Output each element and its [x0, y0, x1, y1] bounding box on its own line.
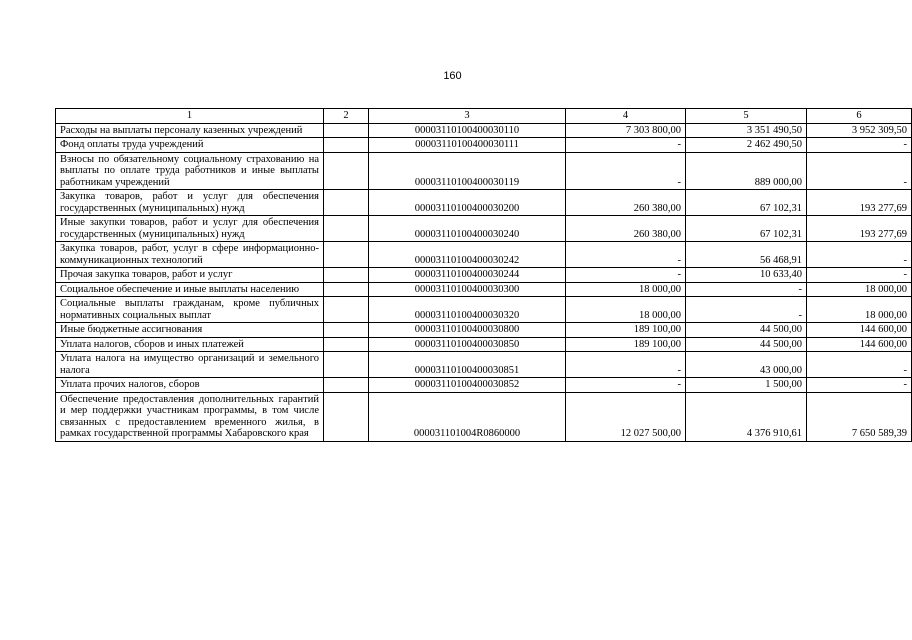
row-value-col4-cell: - [566, 152, 686, 190]
row-code-cell: 00003110100400030300 [369, 282, 566, 297]
row-column-2-cell [324, 378, 369, 393]
table-header-row [56, 109, 912, 124]
row-column-2-cell [324, 190, 369, 216]
row-value-col4-cell: 189 100,00 [566, 323, 686, 338]
row-name-cell: Расходы на выплаты персоналу казенных учреждений [56, 123, 324, 138]
row-value-col5-cell: 1 500,00 [686, 378, 807, 393]
table-row [56, 123, 912, 138]
table-row [56, 242, 912, 268]
row-name-cell: Социальные выплаты гражданам, кроме публичных нормативных социальных выплат [56, 297, 324, 323]
row-name-cell: Уплата налогов, сборов и иных платежей [56, 337, 324, 352]
row-column-2-cell [324, 282, 369, 297]
row-value-col5-cell: 2 462 490,50 [686, 138, 807, 153]
row-code-cell: 00003110100400030851 [369, 352, 566, 378]
row-column-2-cell [324, 297, 369, 323]
row-column-2-cell [324, 123, 369, 138]
row-value-col6-cell: 193 277,69 [807, 190, 912, 216]
table-row [56, 297, 912, 323]
row-value-col6-cell: - [807, 352, 912, 378]
row-value-col5-cell: 56 468,91 [686, 242, 807, 268]
row-value-col6-cell: - [807, 152, 912, 190]
table-row [56, 392, 912, 441]
column-header: 6 [807, 109, 912, 124]
row-value-col5-cell: 43 000,00 [686, 352, 807, 378]
column-header: 3 [369, 109, 566, 124]
row-value-col5-cell: 4 376 910,61 [686, 392, 807, 441]
page-number: 160 [443, 70, 462, 82]
row-column-2-cell [324, 268, 369, 283]
row-value-col6-cell: 144 600,00 [807, 323, 912, 338]
row-value-col4-cell: - [566, 242, 686, 268]
row-value-col5-cell: 44 500,00 [686, 337, 807, 352]
row-name-cell: Уплата налога на имущество организаций и земельного налога [56, 352, 324, 378]
row-column-2-cell [324, 392, 369, 441]
row-value-col5-cell: 44 500,00 [686, 323, 807, 338]
row-value-col4-cell: 18 000,00 [566, 282, 686, 297]
row-value-col5-cell: - [686, 297, 807, 323]
row-value-col6-cell: - [807, 268, 912, 283]
row-column-2-cell [324, 337, 369, 352]
table-row [56, 352, 912, 378]
budget-table [55, 108, 912, 442]
table-row [56, 268, 912, 283]
row-code-cell: 00003110100400030240 [369, 216, 566, 242]
column-header: 4 [566, 109, 686, 124]
column-header: 1 [56, 109, 324, 124]
row-code-cell: 00003110100400030800 [369, 323, 566, 338]
column-header: 5 [686, 109, 807, 124]
row-value-col6-cell: 144 600,00 [807, 337, 912, 352]
row-value-col4-cell: - [566, 352, 686, 378]
row-name-cell: Фонд оплаты труда учреждений [56, 138, 324, 153]
row-value-col4-cell: 18 000,00 [566, 297, 686, 323]
row-name-cell: Прочая закупка товаров, работ и услуг [56, 268, 324, 283]
row-name-cell: Иные закупки товаров, работ и услуг для обеспечения государственных (муниципальных) нужд [56, 216, 324, 242]
row-column-2-cell [324, 242, 369, 268]
row-value-col6-cell: 18 000,00 [807, 297, 912, 323]
row-value-col4-cell: - [566, 378, 686, 393]
row-value-col4-cell: 12 027 500,00 [566, 392, 686, 441]
row-name-cell: Закупка товаров, работ и услуг для обеспечения государственных (муниципальных) нужд [56, 190, 324, 216]
row-value-col5-cell: 3 351 490,50 [686, 123, 807, 138]
table-row [56, 152, 912, 190]
row-value-col6-cell: 7 650 589,39 [807, 392, 912, 441]
row-column-2-cell [324, 216, 369, 242]
table-row [56, 216, 912, 242]
row-column-2-cell [324, 152, 369, 190]
row-value-col4-cell: - [566, 268, 686, 283]
row-column-2-cell [324, 138, 369, 153]
row-name-cell: Обеспечение предоставления дополнительных гарантий и мер поддержки участникам программы, в том числе связанных с предоставлением временного жилья, в рамках государственной программы Хабаровского края [56, 392, 324, 441]
row-name-cell: Закупка товаров, работ, услуг в сфере информационно-коммуникационных технологий [56, 242, 324, 268]
row-value-col6-cell: - [807, 242, 912, 268]
table-row [56, 190, 912, 216]
row-value-col6-cell: 18 000,00 [807, 282, 912, 297]
row-value-col5-cell: - [686, 282, 807, 297]
table-row [56, 138, 912, 153]
row-value-col4-cell: 7 303 800,00 [566, 123, 686, 138]
row-value-col4-cell: 189 100,00 [566, 337, 686, 352]
row-value-col6-cell: 3 952 309,50 [807, 123, 912, 138]
row-value-col6-cell: - [807, 378, 912, 393]
row-value-col5-cell: 67 102,31 [686, 190, 807, 216]
row-name-cell: Взносы по обязательному социальному страхованию на выплаты по оплате труда работников и иные выплаты работникам учреждений [56, 152, 324, 190]
row-value-col4-cell: - [566, 138, 686, 153]
row-value-col6-cell: - [807, 138, 912, 153]
row-code-cell: 00003110100400030242 [369, 242, 566, 268]
row-code-cell: 00003110100400030320 [369, 297, 566, 323]
row-code-cell: 00003110100400030244 [369, 268, 566, 283]
row-code-cell: 00003110100400030200 [369, 190, 566, 216]
row-name-cell: Социальное обеспечение и иные выплаты населению [56, 282, 324, 297]
row-value-col6-cell: 193 277,69 [807, 216, 912, 242]
row-code-cell: 00003110100400030852 [369, 378, 566, 393]
row-value-col5-cell: 889 000,00 [686, 152, 807, 190]
row-code-cell: 00003110100400030111 [369, 138, 566, 153]
table-row [56, 323, 912, 338]
row-code-cell: 000031101004R0860000 [369, 392, 566, 441]
row-code-cell: 00003110100400030850 [369, 337, 566, 352]
table-row [56, 337, 912, 352]
row-value-col4-cell: 260 380,00 [566, 216, 686, 242]
row-column-2-cell [324, 352, 369, 378]
row-value-col5-cell: 67 102,31 [686, 216, 807, 242]
row-code-cell: 00003110100400030119 [369, 152, 566, 190]
row-value-col5-cell: 10 633,40 [686, 268, 807, 283]
row-name-cell: Иные бюджетные ассигнования [56, 323, 324, 338]
row-name-cell: Уплата прочих налогов, сборов [56, 378, 324, 393]
row-code-cell: 00003110100400030110 [369, 123, 566, 138]
table-row [56, 282, 912, 297]
column-header: 2 [324, 109, 369, 124]
table-row [56, 378, 912, 393]
row-value-col4-cell: 260 380,00 [566, 190, 686, 216]
row-column-2-cell [324, 323, 369, 338]
